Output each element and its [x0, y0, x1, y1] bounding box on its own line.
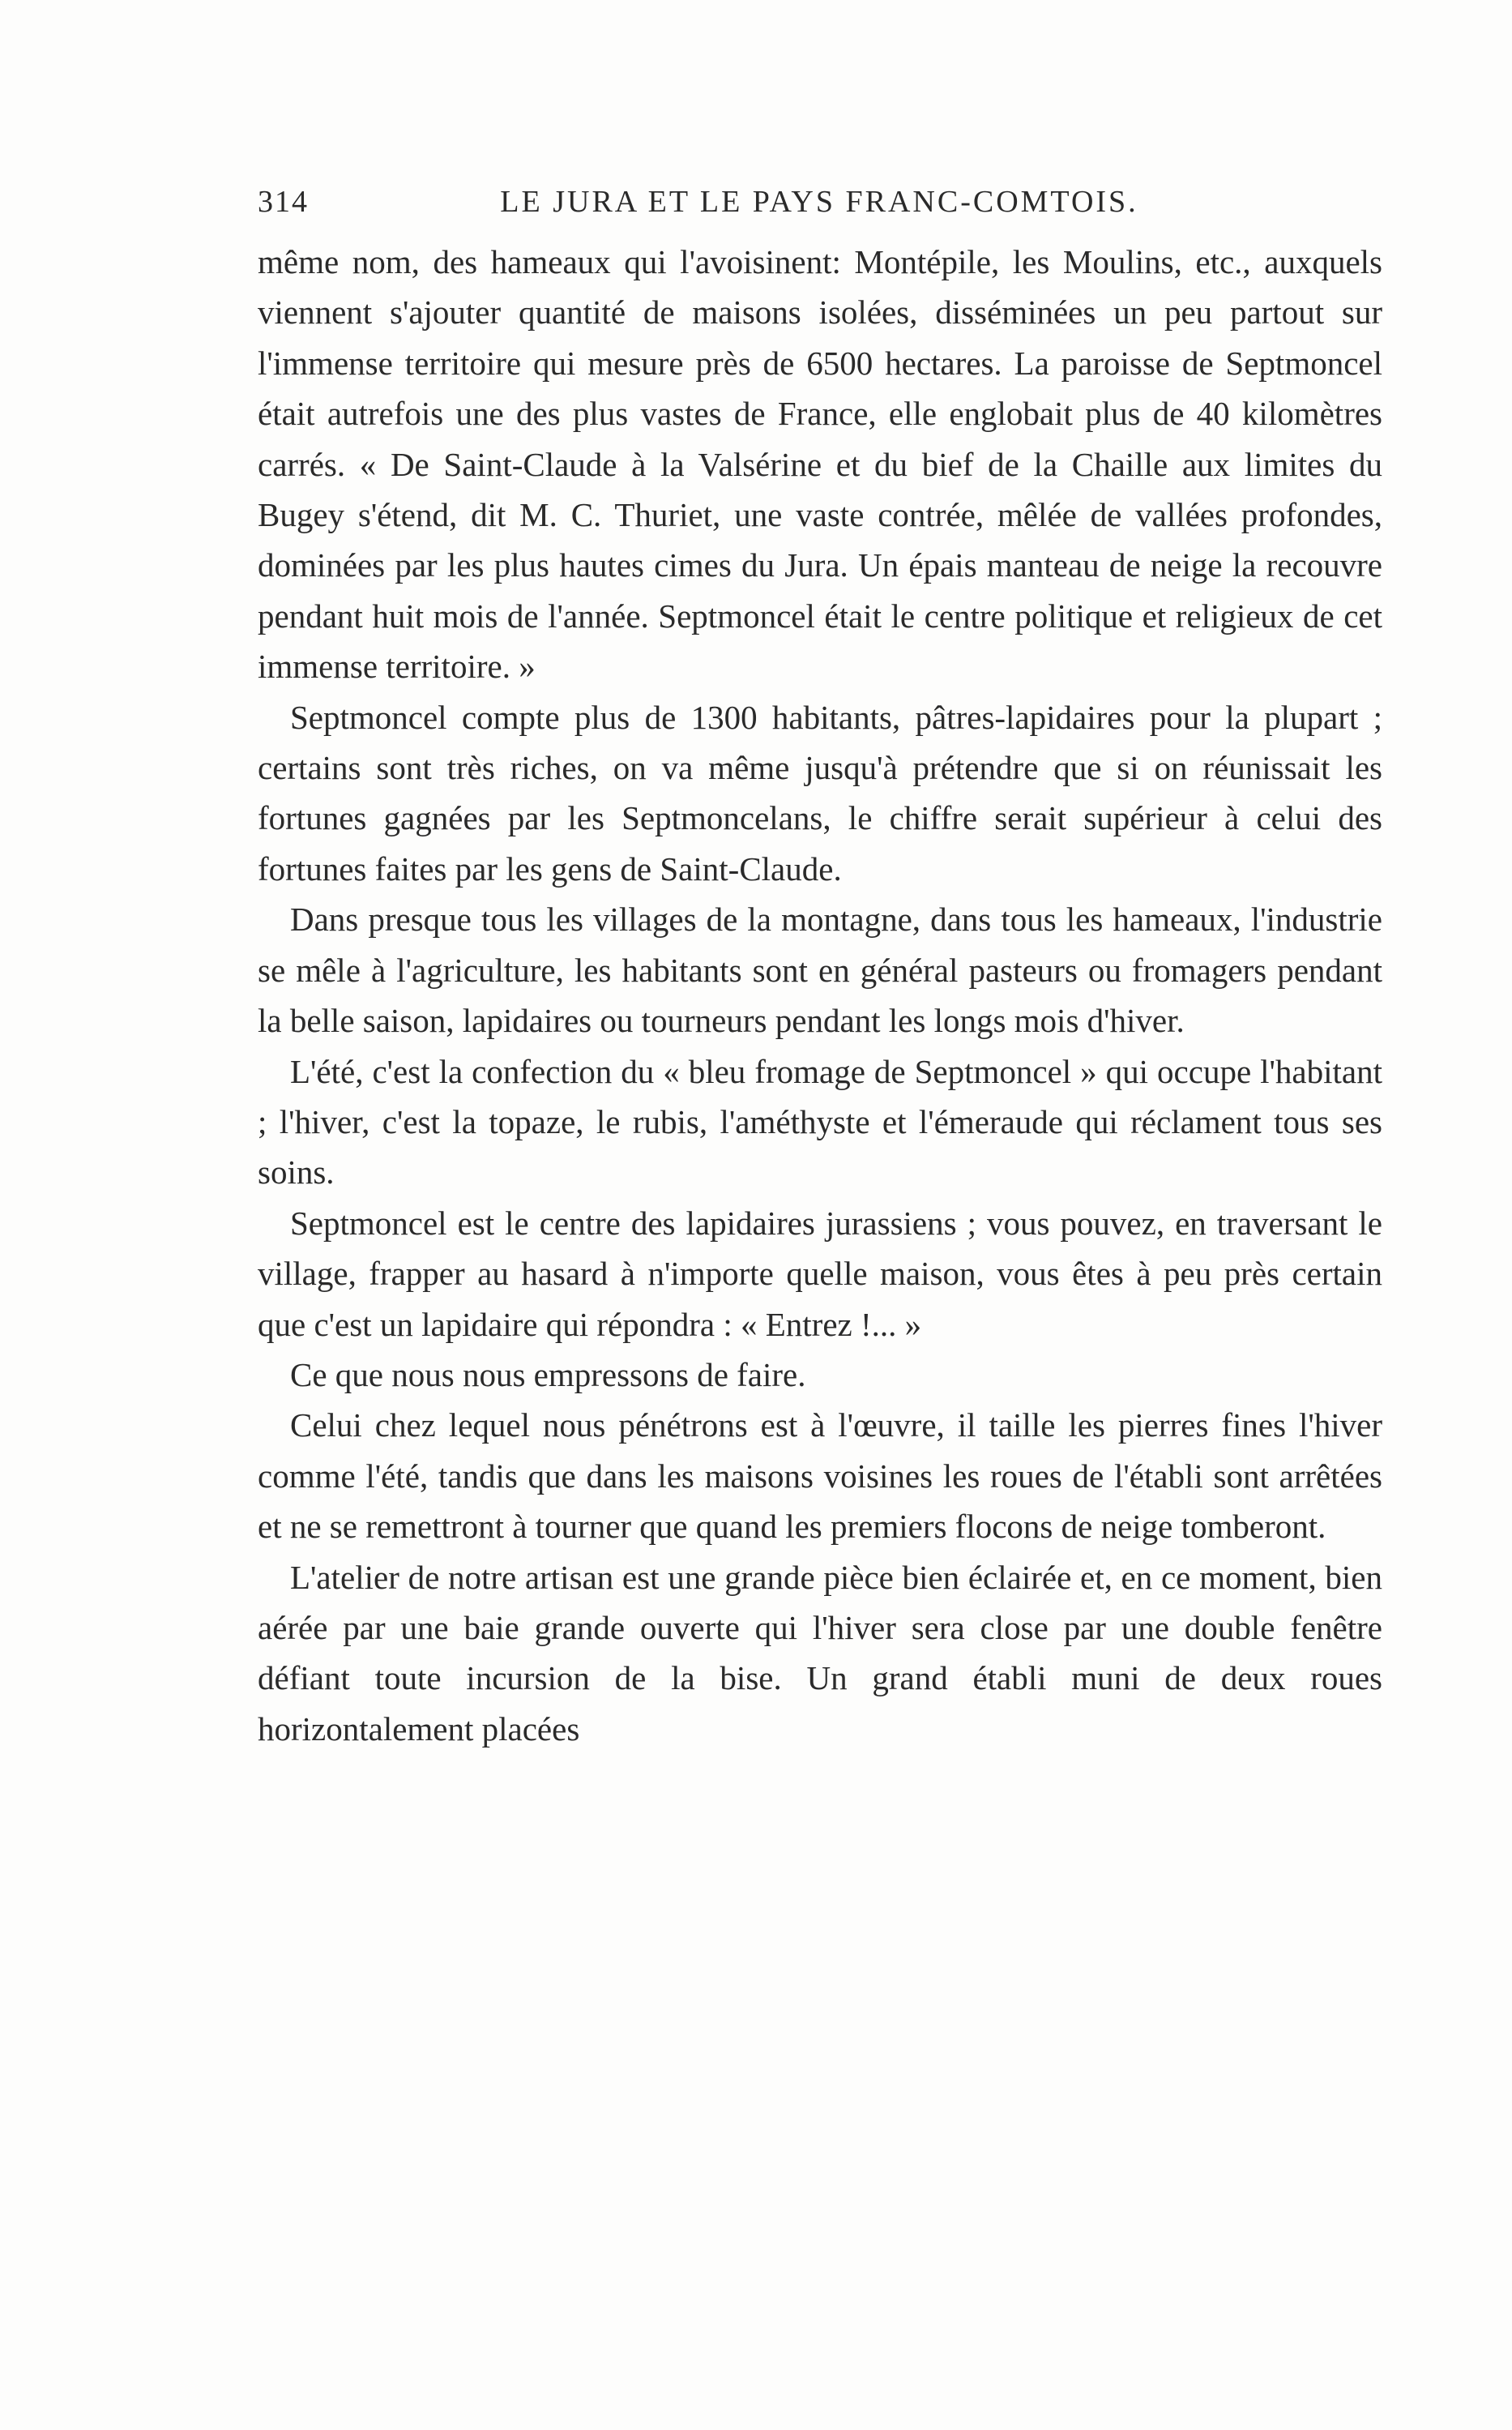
body-text — [258, 237, 1382, 1754]
paragraph-7: Celui chez lequel nous pénétrons est à l'œuvre, il taille les pierres fines l'hiver comme l'été, tandis que dans les maisons voisines les roues de l'établi sont arrêtées et ne se remettront à tourner que quand les premiers flocons de neige tomberont. — [258, 1406, 1382, 1546]
paragraph-5: Septmoncel est le centre des lapidaires jurassiens ; vous pouvez, en traversant le village, frapper au hasard à n'importe quelle maison, vous êtes à peu près certain que c'est un lapidaire qui répondra : « Entrez !... » — [258, 1204, 1382, 1343]
paragraph-6: Ce que nous nous empressons de faire. — [290, 1355, 806, 1393]
paragraph-2: Septmoncel compte plus de 1300 habitants, pâtres-lapidaires pour la plupart ; certains sont très riches, on va même jusqu'à prétendre que si on réunissait les fortunes gagnées par les Septmoncelans, le chiffre serait supérieur à celui des fortunes faites par les gens de Saint-Claude. — [258, 698, 1382, 888]
paragraph-8: L'atelier de notre artisan est une grande pièce bien éclairée et, en ce moment, bien aérée par une baie grande ouverte qui l'hiver sera close par une double fenêtre défiant toute incursion de la bise. Un grand établi muni de deux roues horizontalement placées — [258, 1558, 1382, 1748]
running-head — [258, 180, 1381, 224]
paragraph-1: même nom, des hameaux qui l'avoisinent: Montépile, les Moulins, etc., auxquels viennent s'ajouter quantité de maisons isolées, disséminées un peu partout sur l'immense territoire qui mesure près de 6500 hectares. La paroisse de Septmoncel était autrefois une des plus vastes de France, elle englobait plus de 40 kilomètres carrés. « De Saint-Claude à la Valsérine et du bief de la Chaille aux limites du Bugey s'étend, dit M. C. Thuriet, une vaste contrée, mêlée de vallées profondes, dominées par les plus hautes cimes du Jura. Un épais manteau de neige la recouvre pendant huit mois de l'année. Septmoncel était le centre politique et religieux de cet immense territoire. » — [258, 243, 1382, 686]
paragraph-4: L'été, c'est la confection du « bleu fromage de Septmoncel » qui occupe l'habitant ; l'hiver, c'est la topaze, le rubis, l'améthyste et l'émeraude qui réclament tous ses soins. — [258, 1052, 1382, 1191]
paragraph-3: Dans presque tous les villages de la montagne, dans tous les hameaux, l'industrie se mêle à l'agriculture, les habitants sont en général pasteurs ou fromagers pendant la belle saison, lapidaires ou tourneurs pendant les longs mois d'hiver. — [258, 901, 1382, 1040]
page-number: 314 — [258, 185, 309, 219]
book-title: LE JURA ET LE PAYS FRANC-COMTOIS. — [500, 185, 1138, 219]
